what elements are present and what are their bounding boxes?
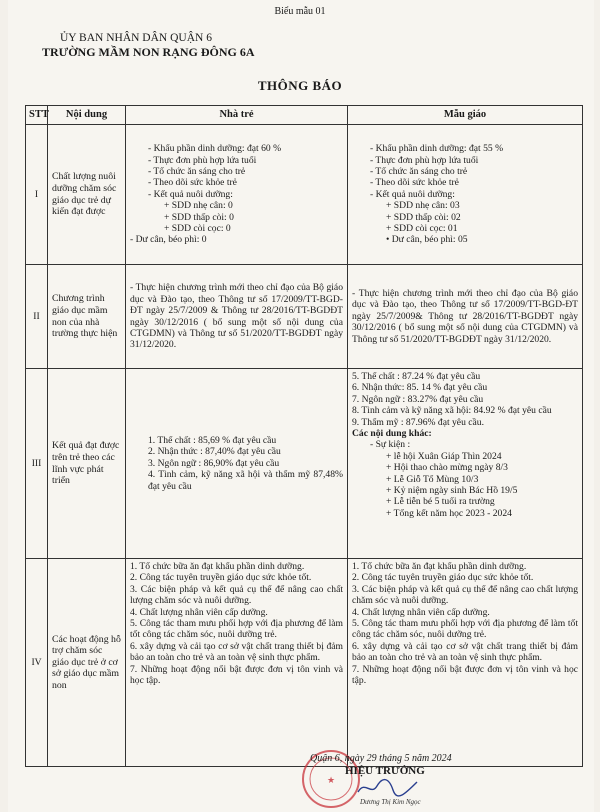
list-item: + Lễ tiễn bé 5 tuổi ra trường xyxy=(386,496,495,508)
list-item: - Thực đơn phù hợp lứa tuổi xyxy=(148,154,257,166)
list-item: 1. Tổ chức bữa ăn đạt khẩu phần dinh dưỡng. xyxy=(130,561,305,572)
list-item: 5. Công tác tham mưu phối hợp với địa phương để làm tốt công tác chăm sóc, nuôi dưỡng trẻ. xyxy=(130,618,343,641)
form-number: Biểu mẫu 01 xyxy=(274,6,326,17)
announcement-table xyxy=(25,105,583,767)
list-item: 4. Tình cảm, kỹ năng xã hội và thẩm mỹ 87,48% đạt yêu cầu xyxy=(148,469,343,492)
table-row xyxy=(26,125,583,265)
list-item: 2. Công tác tuyên truyền giáo dục sức khỏe tốt. xyxy=(130,572,312,584)
list-item: 7. Những hoạt động nổi bật được đơn vị tôn vinh và học tập. xyxy=(130,663,343,687)
program-text: - Thực hiện chương trình mới theo chỉ đạo của Bộ giáo dục và Đào tạo, theo Thông tư số 17/2009/TT-BGD-ĐT ngày 25/7/2009 & Thông tư 28/2016/TT-BGDĐT ngày 30/12/2016 ( bổ sung một số nội dung của CTGDMN) và Thông tư số 51/2020/TT-BGDĐT ngày 31/12/2020. xyxy=(130,282,343,351)
list-item: 6. xây dựng và cải tạo cơ sở vật chất trang thiết bị đảm bảo an toàn cho trẻ và an toàn vệ sinh thực phẩm. xyxy=(352,640,578,664)
list-item: - Tổ chức ăn sáng cho trẻ xyxy=(148,165,246,177)
list-item: • Dư cân, béo phì: 05 xyxy=(386,234,468,246)
place-date: Quận 6, ngày 29 tháng 5 năm 2024 xyxy=(310,753,452,764)
list-item: 3. Các biện pháp và kết quả cụ thể để nâng cao chất lượng chăm sóc và nuôi dưỡng. xyxy=(352,583,578,607)
row-stt: IV xyxy=(26,559,48,767)
list-item: + SDD thấp còi: 0 xyxy=(164,211,234,223)
list-item: 3. Các biện pháp và kết quả cụ thể để nâng cao chất lượng chăm sóc và nuôi dưỡng. xyxy=(130,583,343,607)
kindergarten-cell xyxy=(348,369,583,559)
nursery-cell xyxy=(126,369,348,559)
list-item: + Tổng kết năm học 2023 - 2024 xyxy=(386,507,512,519)
events-title: - Sự kiện : xyxy=(370,439,411,451)
list-item: + lễ hội Xuân Giáp Thìn 2024 xyxy=(386,450,502,462)
row-stt: II xyxy=(26,265,48,369)
nursery-cell xyxy=(126,125,348,265)
list-item: - Khẩu phần dinh dưỡng: đạt 60 % xyxy=(148,143,282,155)
kindergarten-cell xyxy=(348,265,583,369)
table-row xyxy=(26,265,583,369)
list-item: + Hội thao chào mừng ngày 8/3 xyxy=(386,462,508,474)
row-label: Các hoạt động hỗ trợ chăm sóc giáo dục trẻ ở cơ sở giáo dục mầm non xyxy=(48,559,126,767)
school-name: TRƯỜNG MẦM NON RẠNG ĐÔNG 6A xyxy=(42,45,255,59)
list-item: 8. Tình cảm và kỹ năng xã hội: 84.92 % đạt yêu cầu xyxy=(352,405,552,417)
other-content-title: Các nội dung khác: xyxy=(352,428,432,440)
header-content: Nội dung xyxy=(48,106,126,125)
list-item: 2. Công tác tuyên truyền giáo dục sức khỏe tốt. xyxy=(352,572,534,584)
list-item: - Thực đơn phù hợp lứa tuổi xyxy=(370,154,479,166)
list-item: 1. Thể chất : 85,69 % đạt yêu cầu xyxy=(148,434,277,446)
row-label: Chương trình giáo dục mầm non của nhà trường thực hiện xyxy=(48,265,126,369)
list-item: - Tổ chức ăn sáng cho trẻ xyxy=(370,165,468,177)
row-stt: I xyxy=(26,125,48,265)
signer-name: Dương Thị Kim Ngọc xyxy=(360,798,421,806)
list-item: 1. Tổ chức bữa ăn đạt khẩu phần dinh dưỡng. xyxy=(352,561,527,572)
list-item: + SDD còi cọc: 01 xyxy=(386,223,458,235)
svg-text:★: ★ xyxy=(326,776,336,786)
list-item: + SDD nhẹ cân: 03 xyxy=(386,200,460,212)
organization-name: ỦY BAN NHÂN DÂN QUẬN 6 xyxy=(60,32,212,44)
table-row xyxy=(26,369,583,559)
list-item: - Dư cân, béo phì: 0 xyxy=(130,234,207,246)
kindergarten-cell xyxy=(348,125,583,265)
list-item: + Lễ Giỗ Tổ Mùng 10/3 xyxy=(386,473,479,485)
list-item: 7. Ngôn ngữ : 83.27% đạt yêu cầu xyxy=(352,393,484,405)
signer-title: HIỆU TRƯỞNG xyxy=(345,765,425,777)
kindergarten-cell xyxy=(348,559,583,767)
list-item: - Khẩu phần dinh dưỡng: đạt 55 % xyxy=(370,143,504,155)
list-item: + Kỷ niệm ngày sinh Bác Hồ 19/5 xyxy=(386,485,518,497)
table-row xyxy=(26,559,583,767)
row-label: Kết quả đạt được trên trẻ theo các lĩnh vực phát triển xyxy=(48,369,126,559)
list-item: + SDD còi cọc: 0 xyxy=(164,223,231,235)
list-item: 5. Thể chất : 87.24 % đạt yêu cầu xyxy=(352,371,481,382)
list-item: 9. Thẩm mỹ : 87.96% đạt yêu cầu. xyxy=(352,416,484,428)
header-nursery: Nhà trẻ xyxy=(126,106,348,125)
handwritten-signature xyxy=(353,776,423,798)
list-item: + SDD thấp còi: 02 xyxy=(386,211,461,223)
list-item: - Kết quả nuôi dưỡng: xyxy=(148,188,233,200)
list-item: 4. Chất lượng nhân viên cấp dưỡng. xyxy=(352,606,490,618)
row-stt: III xyxy=(26,369,48,559)
program-text: - Thực hiện chương trình mới theo chỉ đạo của Bộ giáo dục và Đào tạo, theo Thông tư số 17/2009/TT-BGD-ĐT ngày 25/7/2009& Thông tư 28/2016/TT-BGDĐT ngày 30/12/2016 ( bổ sung một số nội dung của CTGDMN) và Thông tư số 51/2020/TT-BGDĐT ngày 31/12/2020. xyxy=(352,287,578,345)
list-item: - Theo dõi sức khỏe trẻ xyxy=(370,177,459,189)
nursery-cell xyxy=(126,559,348,767)
list-item: 5. Công tác tham mưu phối hợp với địa phương để làm tốt công tác chăm sóc, nuôi dưỡng trẻ. xyxy=(352,618,578,641)
list-item: 6. Nhận thức: 85. 14 % đạt yêu cầu xyxy=(352,382,488,394)
header-stt: STT xyxy=(26,106,48,125)
list-item: - Theo dõi sức khỏe trẻ xyxy=(148,177,237,189)
list-item: 2. Nhận thức : 87,40% đạt yêu cầu xyxy=(148,446,281,458)
list-item: - Kết quả nuôi dưỡng: xyxy=(370,188,455,200)
table-header-row xyxy=(26,106,583,125)
list-item: 3. Ngôn ngữ : 86,90% đạt yêu cầu xyxy=(148,457,280,469)
list-item: 7. Những hoạt động nổi bật được đơn vị tôn vinh và học tập. xyxy=(352,663,578,687)
nursery-cell xyxy=(126,265,348,369)
header-kindergarten: Mẫu giáo xyxy=(348,106,583,125)
list-item: + SDD nhẹ cân: 0 xyxy=(164,200,233,212)
list-item: 4. Chất lượng nhân viên cấp dưỡng. xyxy=(130,606,268,618)
list-item: 6. xây dựng và cải tạo cơ sở vật chất trang thiết bị đảm bảo an toàn cho trẻ và an toàn vệ sinh thực phẩm. xyxy=(130,640,343,664)
document-title: THÔNG BÁO xyxy=(257,78,343,93)
row-label: Chất lượng nuôi dưỡng chăm sóc giáo dục trẻ dự kiến đạt được xyxy=(48,125,126,265)
